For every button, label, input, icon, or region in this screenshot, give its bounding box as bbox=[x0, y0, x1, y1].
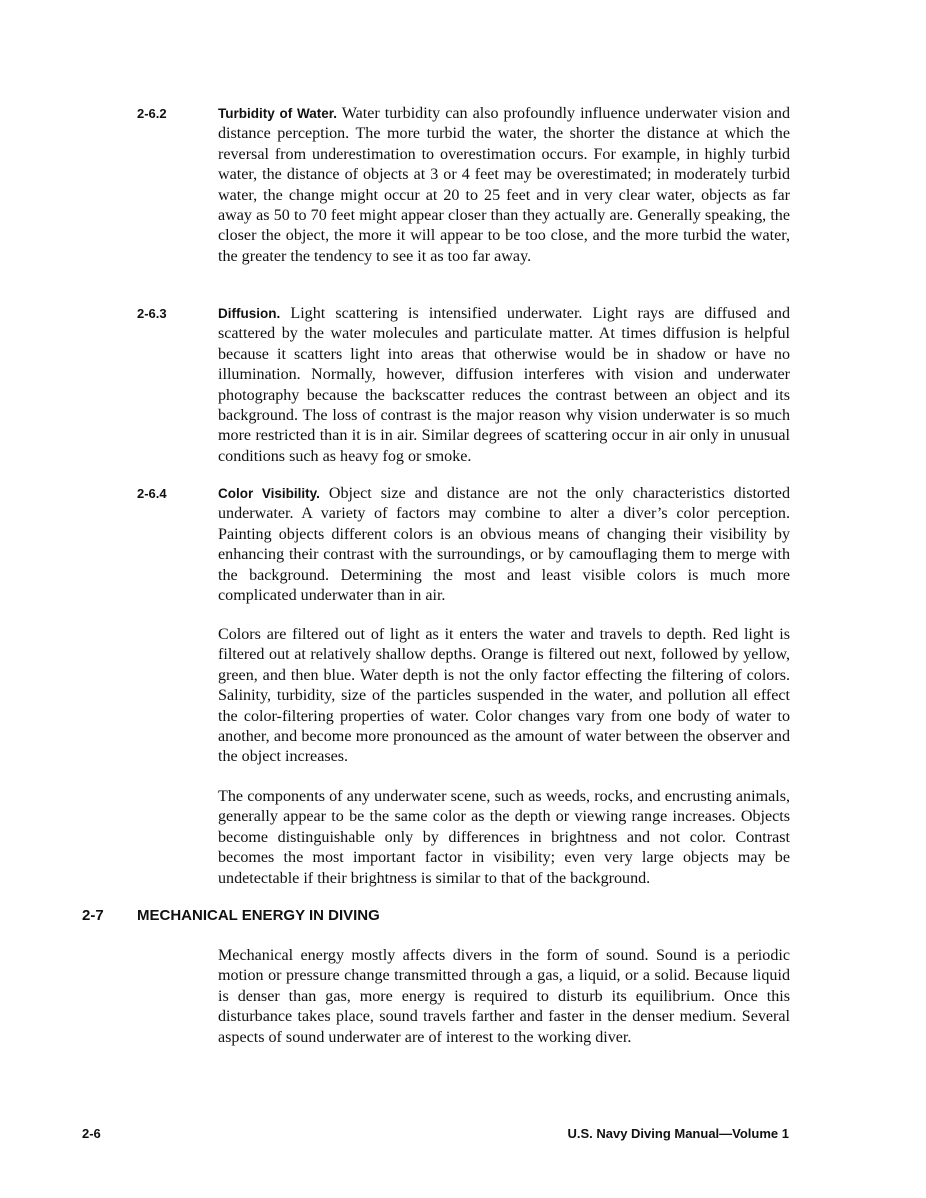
section-heading: Diffusion. bbox=[218, 306, 281, 321]
section-number: 2-6.4 bbox=[137, 486, 167, 501]
section-heading: Color Visibility. bbox=[218, 486, 320, 501]
page-number: 2-6 bbox=[82, 1126, 101, 1141]
section-paragraph: The components of any underwater scene, such as weeds, rocks, and encrusting animals, generally appear to be the same color as the depth or viewing range increases. Objects become distinguishable only by differences in brightness and not color. Contrast becomes the most important factor in visibility; even very large objects may be undetectable if their brightness is similar to that of the background. bbox=[218, 788, 790, 887]
section-paragraph bbox=[218, 484, 790, 606]
chapter-number: 2-7 bbox=[82, 907, 104, 924]
section-paragraph bbox=[218, 104, 790, 267]
section-paragraph bbox=[218, 304, 790, 467]
section-number: 2-6.2 bbox=[137, 106, 167, 121]
book-title: U.S. Navy Diving Manual—Volume 1 bbox=[567, 1126, 789, 1141]
section-text: Water turbidity can also profoundly influence underwater vision and distance perception. The more turbid the water, the shorter the distance at which the reversal from underestimation to overestimation occurs. For example, in highly turbid water, the distance of objects at 3 or 4 feet may be overestimated; in moderately turbid water, the change might occur at 20 to 25 feet and in very clear water, objects as far away as 50 to 70 feet might appear closer than they actually are. Generally speaking, the closer the object, the more it will appear to be too close, and the more turbid the water, the greater the tendency to see it as too far away. bbox=[218, 105, 790, 265]
chapter-title: MECHANICAL ENERGY IN DIVING bbox=[137, 907, 380, 924]
section-paragraph: Colors are filtered out of light as it enters the water and travels to depth. Red light is filtered out at relatively shallow depths. Orange is filtered out next, followed by yellow, green, and then blue. Water depth is not the only factor effecting the filtering of colors. Salinity, turbidity, size of the particles suspended in the water, and pollution all effect the color-filtering properties of water. Color changes vary from one body of water to another, and become more pronounced as the amount of water between the observer and the object increases. bbox=[218, 626, 790, 766]
chapter-paragraph: Mechanical energy mostly affects divers in the form of sound. Sound is a periodic motion or pressure change transmitted through a gas, a liquid, or a solid. Because liquid is denser than gas, more energy is required to disturb its equilibrium. Once this disturbance takes place, sound travels farther and faster in the denser medium. Several aspects of sound underwater are of interest to the working diver. bbox=[218, 947, 790, 1046]
section-text: Light scattering is intensified underwater. Light rays are diffused and scattered by the water molecules and particulate matter. At times diffusion is helpful because it scatters light into areas that otherwise would be in shadow or have no illumination. Normally, however, diffusion interferes with vision and underwater photography because the backscatter reduces the contrast between an object and its background. The loss of contrast is the major reason why vision underwater is so much more restricted than it is in air. Similar degrees of scattering occur in air only in unusual conditions such as heavy fog or smoke. bbox=[218, 305, 790, 465]
section-heading: Turbidity of Water. bbox=[218, 106, 337, 121]
section-text: Object size and distance are not the only characteristics distorted underwater. A variety of factors may combine to alter a diver’s color perception. Painting objects different colors is an obvious means of changing their visibility by enhancing their contrast with the surroundings, or by camouflaging them to merge with the background. Determining the most and least visible colors is much more complicated underwater than in air. bbox=[218, 485, 790, 605]
section-number: 2-6.3 bbox=[137, 306, 167, 321]
